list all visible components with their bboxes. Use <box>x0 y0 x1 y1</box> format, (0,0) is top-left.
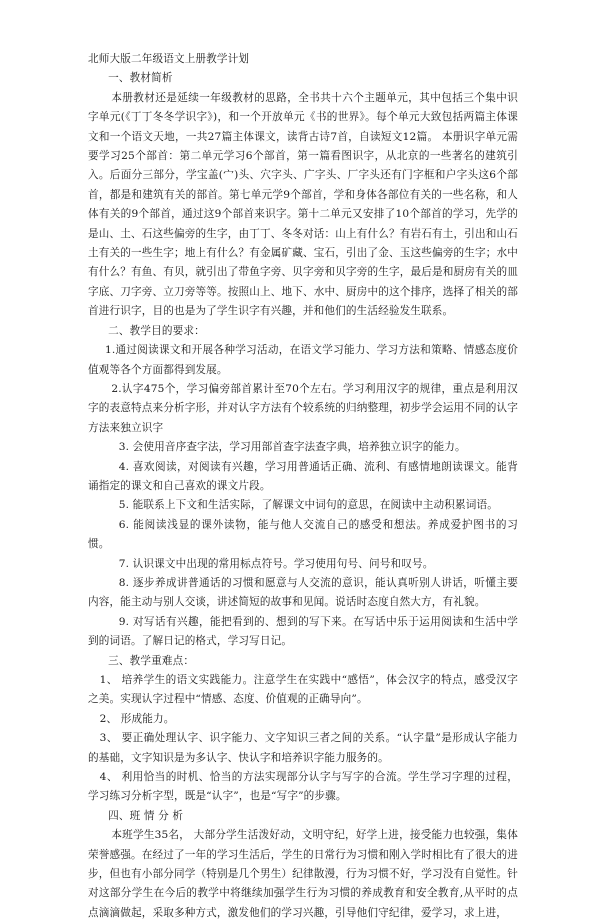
goal-item-1: 1.通过阅读课文和开展各种学习活动，在语文学习能力、学习方法和策略、情感态度价值观等各个方面都得到发展。 <box>88 344 518 376</box>
goal-item-3: 3. 会使用音序查字法，学习用部首查字法查字典，培养独立识字的能力。 <box>118 441 466 454</box>
section-4-paragraph: 本班学生35名， 大部分学生活泼好动，文明守纪，好学上进，接受能力也较强，集体荣誉感强。在经过了一年的学习生活后，学生的日常行为习惯和刚入学时相比有了很大的进步，但也有小部分同学（特别是几个男生）纪律散漫，行为习惯不好，学习没有自觉性。针对这部分学生在今后的教学中将继续加强学生行为习惯的养成教育和安全教育,从平时的点点滴滴做起，采取多种方式，激发他们的学习兴趣，引导他们守纪律，爱学习，求上进， <box>88 829 518 919</box>
goal-item-2: 2.认字475个，学习偏旁部首累计至70个左右。学习利用汉字的规律，重点是利用汉字的表意特点来分析字形，并对认字方法有个较系统的归纳整理，初步学会运用不同的认字方法来独立识字 <box>88 382 518 434</box>
section-3-heading: 三、教学重难点： <box>108 654 195 667</box>
goal-item-9: 9. 对写话有兴趣，能把看到的、想到的写下来。在写话中乐于运用阅读和生活中学到的词语。了解日记的格式，学习写日记。 <box>88 615 518 648</box>
goal-item-7: 7. 认识课文中出现的常用标点符号。学习使用句号、问号和叹号。 <box>118 557 434 570</box>
section-2-heading: 二、教学目的要求： <box>108 324 205 337</box>
key-point-3: 3、 要正确处理认字、识字能力、文字知识三者之间的关系。“认字量”是形成认字能力的基础，文字知识是为多认字、快认字和培养识字能力服务的。 <box>88 732 518 764</box>
key-point-4: 4、 利用恰当的时机、恰当的方法实现部分认字与写字的合流。学生学习字理的过程，学习练习分析字型，既是“认字”，也是“写字”的步骤。 <box>88 771 518 803</box>
goal-item-4: 4. 喜欢阅读，对阅读有兴趣，学习用普通话正确、流利、有感情地朗读课文。能背诵指定的课文和自己喜欢的课文片段。 <box>88 460 518 492</box>
goal-item-6: 6. 能阅读浅显的课外读物，能与他人交流自己的感受和想法。养成爱护图书的习惯。 <box>88 518 518 551</box>
document-title: 北师大版二年级语文上册教学计划 <box>88 53 250 65</box>
goal-item-5: 5. 能联系上下文和生活实际，了解课文中词句的意思，在阅读中主动积累词语。 <box>118 499 498 512</box>
key-point-2: 2、 形成能力。 <box>99 712 175 725</box>
section-1-paragraph: 本册教材还是延续一年级教材的思路，全书共十六个主题单元，其中包括三个集中识字单元(《丁丁冬冬学识字》)，和一个开放单元《书的世界》。每个单元大致包括两篇主体课文和一个语文天地，一共27篇主体课文，读背古诗7首，自读短文12篇。 本册识字单元需要学习25个部首：第二单元学习6个部首，第一篇看图识字，从北京的一些著名的建筑引入。后面分三部分，学宝盖(宀)头、穴字头、广字头、厂字头还有门字框和户字头这6个部首，都是和建筑有关的部首。第七单元学9个部首，学和身体各部位有关的一些名称，和人体有关的9个部首，通过这9个部首来识字。第十二单元又安排了10个部首的学习，先学的是山、土、石这些偏旁的生字，由丁丁、冬冬对话：山上有什么？有岩石有土，引出和山石土有关的一些生字；地上有什么？有金属矿藏、宝石，引出了金、玉这些偏旁的生字；水中有什么？有鱼、有贝，就引出了带鱼字旁、贝字旁和贝字旁的生字，最后是和厨房有关的皿字底、刀字旁、立刀旁等等。按照山上、地下、水中、厨房中的这个排序，选择了相关的部首进行识字，目的也是为了学生识字有兴趣，并和他们的生活经验发生联系。 <box>88 91 518 318</box>
key-point-1: 1、 培养学生的语文实践能力。注意学生在实践中“感悟”，体会汉字的特点，感受汉字之美。实现认字过程中“情感、态度、价值观的正确导向”。 <box>88 674 518 706</box>
section-4-heading: 四、班 情 分 析 <box>108 809 184 822</box>
document-page <box>88 50 518 923</box>
goal-item-8: 8. 逐步养成讲普通话的习惯和愿意与人交流的意识，能认真听别人讲话，听懂主要内容，能主动与别人交谈，讲述简短的故事和见闻。说话时态度自然大方，有礼貌。 <box>88 576 518 609</box>
section-1-heading: 一、教材简析 <box>108 72 173 85</box>
